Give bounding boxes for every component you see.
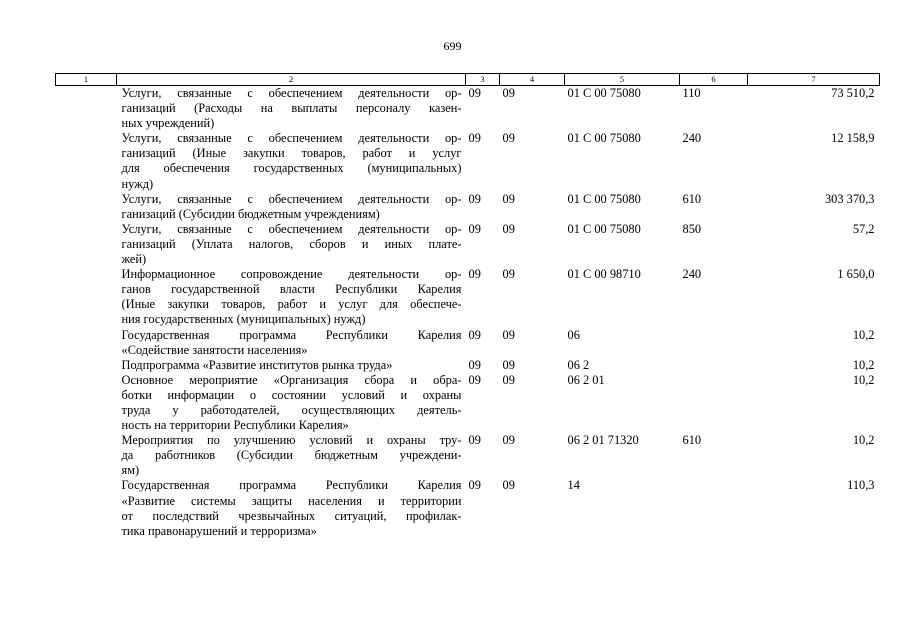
row-name-line: для обеспечения государственных (муниципальных)	[121, 161, 462, 176]
row-amount: 10,2	[852, 327, 875, 342]
row-amount: 73 510,2	[831, 86, 875, 100]
row-expense-type: 110	[682, 86, 701, 100]
row-name-line: ям)	[121, 463, 140, 478]
row-subsection: 09	[502, 433, 515, 448]
row-expense-type: 610	[682, 433, 702, 448]
row-subsection: 09	[502, 267, 515, 282]
row-name-line: тика правонарушений и терроризма»	[121, 523, 317, 538]
row-cell-1	[56, 433, 117, 478]
row-target-code: 01 С 00 75080	[567, 86, 641, 100]
row-name-line: Основное мероприятие «Организация сбора и обра-	[121, 372, 462, 387]
row-name	[117, 222, 466, 267]
page-number: 699	[443, 39, 462, 53]
row-subsection: 09	[502, 372, 515, 387]
row-name-line: труда у работодателей, осуществляющих деятель-	[121, 402, 462, 417]
row-name-line: ботки информации о состоянии условий и охраны	[121, 387, 462, 402]
row-section: 09	[468, 191, 481, 206]
row-name-line: ганизаций (Уплата налогов, сборов и иных плате-	[121, 236, 462, 251]
row-name-line: ганизаций (Субсидии бюджетным учреждениям)	[121, 206, 380, 221]
row-target-code: 06 2 01	[567, 372, 605, 387]
table-row	[56, 358, 880, 373]
row-amount: 110,3	[847, 478, 875, 493]
row-expense-type: 240	[682, 267, 702, 282]
row-target-code: 06	[567, 327, 580, 342]
row-name-line: Подпрограмма «Развитие институтов рынка труда»	[121, 357, 393, 372]
row-amount: 10,2	[852, 372, 875, 387]
row-name	[117, 478, 466, 538]
row-section: 09	[468, 267, 481, 282]
row-name	[117, 328, 466, 358]
column-header-1: 1	[56, 74, 117, 86]
table-row	[56, 86, 880, 132]
row-target-code: 14	[567, 478, 580, 493]
row-subsection: 09	[502, 131, 515, 146]
row-section: 09	[468, 131, 481, 146]
row-amount: 10,2	[852, 357, 875, 372]
row-target-code: 06 2 01 71320	[567, 433, 639, 448]
row-cell-1	[56, 86, 117, 132]
row-name-line: Информационное сопровождение деятельности ор-	[121, 267, 462, 282]
row-name-line: Услуги, связанные с обеспечением деятельности ор-	[121, 131, 462, 146]
row-name-line: «Развитие системы защиты населения и территории	[121, 493, 462, 508]
row-cell-1	[56, 373, 117, 433]
row-expense-type: 240	[682, 131, 702, 146]
row-name-line: (Иные закупки товаров, работ и услуг для обеспече-	[121, 297, 462, 312]
table-row	[56, 267, 880, 327]
row-name-line: ния государственных (муниципальных) нужд)	[121, 312, 366, 327]
row-name-line: жей)	[121, 252, 147, 267]
table-row	[56, 328, 880, 358]
row-name-line: Государственная программа Республики Карелия	[121, 327, 462, 342]
row-expense-type	[680, 373, 748, 433]
row-cell-1	[56, 478, 117, 538]
row-name	[117, 192, 466, 222]
row-name-line: ность на территории Республики Карелия»	[121, 418, 349, 433]
row-cell-1	[56, 192, 117, 222]
budget-table	[55, 73, 880, 539]
row-section: 09	[468, 478, 481, 493]
row-name-line: ных учреждений)	[121, 116, 215, 131]
row-name	[117, 267, 466, 327]
row-name-line: Услуги, связанные с обеспечением деятельности ор-	[121, 221, 462, 236]
row-name-line: Мероприятия по улучшению условий и охраны тру-	[121, 433, 462, 448]
row-name	[117, 131, 466, 191]
column-header-3: 3	[466, 74, 500, 86]
row-subsection: 09	[502, 478, 515, 493]
row-section: 09	[468, 372, 481, 387]
row-amount: 57,2	[852, 221, 875, 236]
row-cell-1	[56, 328, 117, 358]
row-target-code: 01 С 00 98710	[567, 267, 641, 282]
table-header	[56, 74, 880, 86]
table-row	[56, 192, 880, 222]
row-name	[117, 373, 466, 433]
column-header-2: 2	[117, 74, 466, 86]
row-expense-type	[680, 358, 748, 373]
row-section: 09	[468, 433, 481, 448]
row-section: 09	[468, 86, 481, 100]
row-cell-1	[56, 131, 117, 191]
row-subsection: 09	[502, 86, 515, 100]
row-name	[117, 433, 466, 478]
table-body	[56, 86, 880, 539]
table-row	[56, 478, 880, 538]
row-amount: 1 650,0	[837, 267, 875, 282]
row-expense-type	[680, 478, 748, 538]
row-name-line: да работников (Субсидии бюджетным учреждени-	[121, 448, 462, 463]
table-row	[56, 222, 880, 267]
row-target-code: 01 С 00 75080	[567, 191, 641, 206]
column-header-4: 4	[500, 74, 565, 86]
table-row	[56, 373, 880, 433]
row-name-line: от последствий чрезвычайных ситуаций, профилак-	[121, 508, 462, 523]
row-expense-type: 610	[682, 191, 702, 206]
row-expense-type	[680, 328, 748, 358]
row-section: 09	[468, 221, 481, 236]
row-cell-1	[56, 358, 117, 373]
row-target-code: 01 С 00 75080	[567, 131, 641, 146]
row-name	[117, 86, 466, 132]
row-cell-1	[56, 267, 117, 327]
row-name-line: ганизаций (Иные закупки товаров, работ и услуг	[121, 146, 462, 161]
row-amount: 303 370,3	[824, 191, 875, 206]
row-subsection: 09	[502, 191, 515, 206]
column-header-5: 5	[565, 74, 680, 86]
row-name	[117, 358, 466, 373]
row-name-line: Услуги, связанные с обеспечением деятельности ор-	[121, 86, 462, 100]
row-subsection: 09	[502, 221, 515, 236]
row-target-code: 01 С 00 75080	[567, 221, 641, 236]
row-section: 09	[468, 327, 481, 342]
row-name-line: ганов государственной власти Республики Карелия	[121, 282, 462, 297]
row-subsection: 09	[502, 327, 515, 342]
row-expense-type: 850	[682, 221, 702, 236]
row-cell-1	[56, 222, 117, 267]
row-amount: 12 158,9	[831, 131, 875, 146]
row-subsection: 09	[502, 357, 515, 372]
row-section: 09	[468, 357, 481, 372]
table-row	[56, 433, 880, 478]
row-target-code: 06 2	[567, 357, 590, 372]
row-name-line: ганизаций (Расходы на выплаты персоналу казен-	[121, 101, 462, 116]
row-name-line: «Содействие занятости населения»	[121, 342, 308, 357]
table-row	[56, 131, 880, 191]
row-name-line: нужд)	[121, 176, 154, 191]
row-name-line: Государственная программа Республики Карелия	[121, 478, 462, 493]
column-header-6: 6	[680, 74, 748, 86]
row-name-line: Услуги, связанные с обеспечением деятельности ор-	[121, 191, 462, 206]
column-header-7: 7	[748, 74, 880, 86]
row-amount: 10,2	[852, 433, 875, 448]
